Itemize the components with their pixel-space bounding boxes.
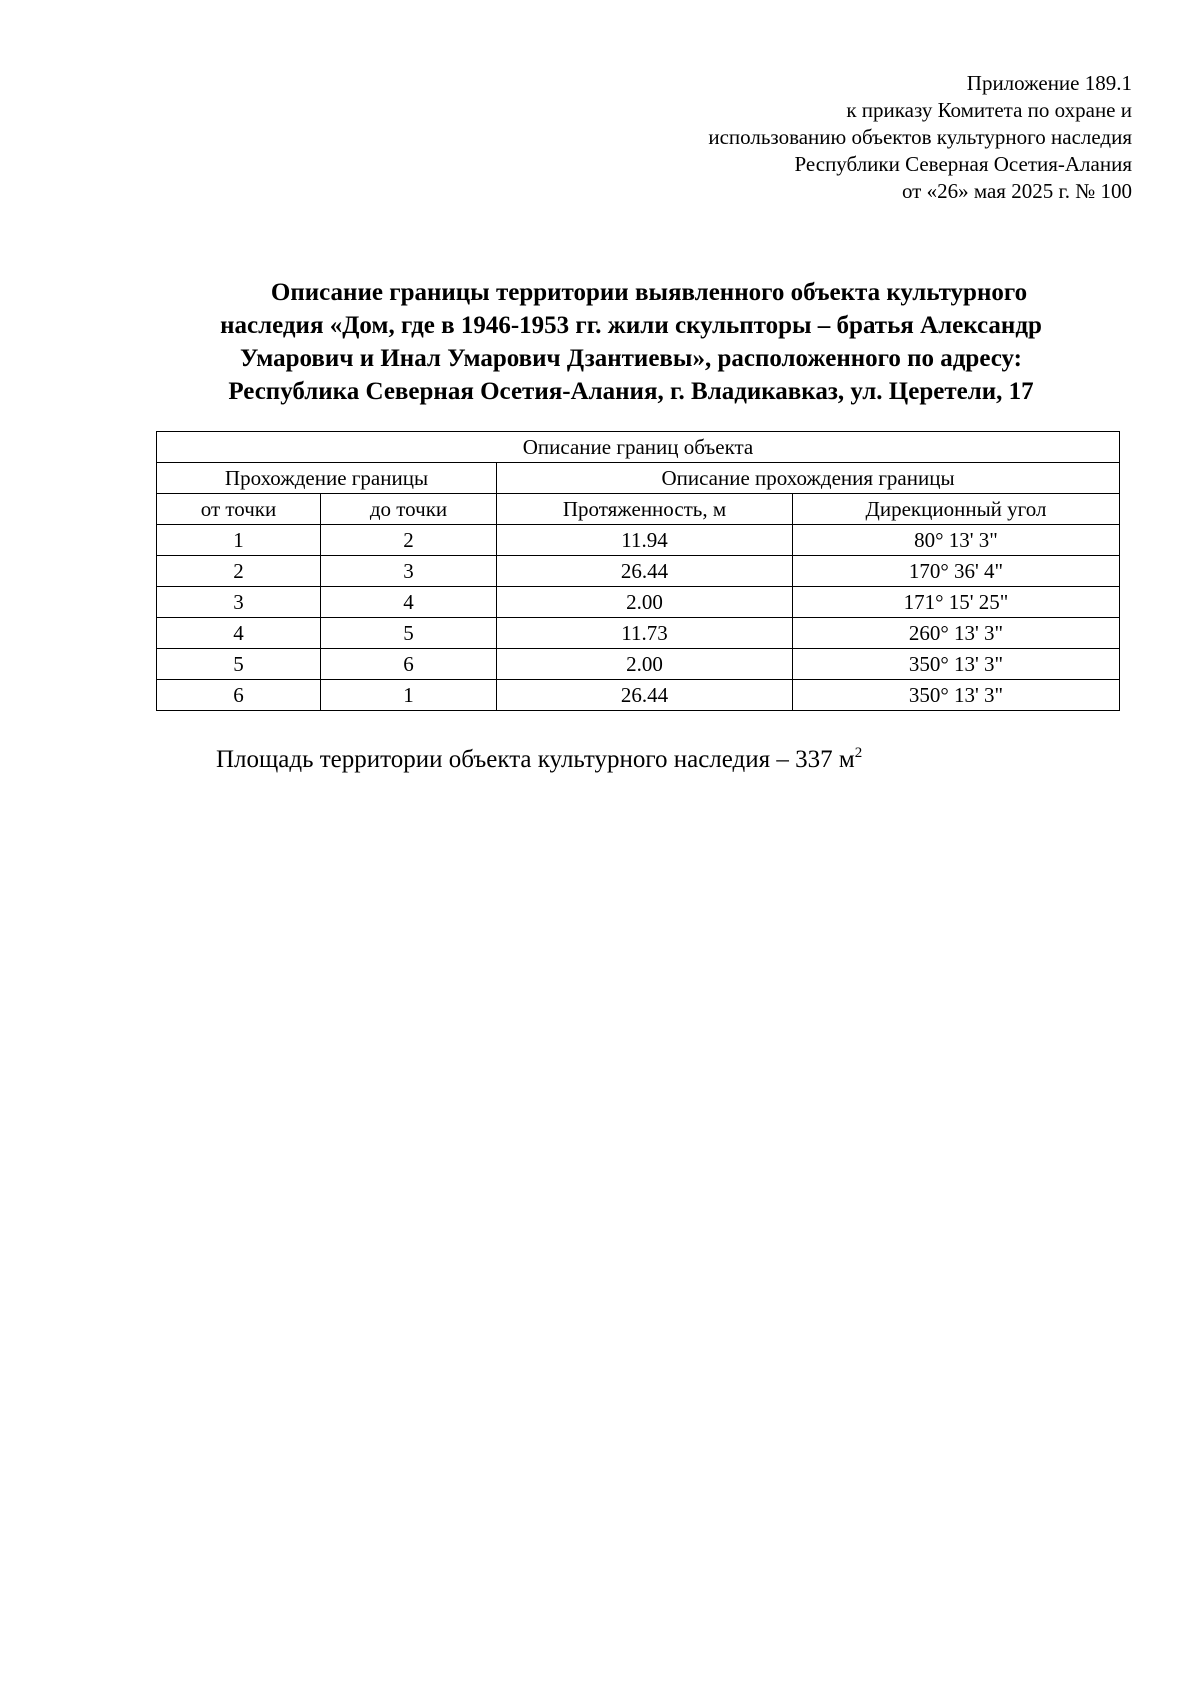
- table-row: [157, 680, 1120, 711]
- table-caption-row: [157, 432, 1120, 463]
- cell-length: 26.44: [497, 680, 793, 711]
- column-header-angle: Дирекционный угол: [793, 494, 1120, 525]
- cell-from-point: 4: [157, 618, 321, 649]
- cell-to-point: 2: [321, 525, 497, 556]
- table-group-header-row: [157, 463, 1120, 494]
- cell-length: 11.94: [497, 525, 793, 556]
- cell-angle: 80° 13' 3": [793, 525, 1120, 556]
- cell-from-point: 2: [157, 556, 321, 587]
- cell-from-point: 5: [157, 649, 321, 680]
- cell-length: 2.00: [497, 649, 793, 680]
- boundary-table: [156, 431, 1120, 711]
- column-header-from: от точки: [157, 494, 321, 525]
- title-line: Умарович и Инал Умарович Дзантиевы», расположенного по адресу:: [240, 345, 1022, 372]
- republic-line: Республики Северная Осетия-Алания: [794, 152, 1132, 176]
- cell-angle: 260° 13' 3": [793, 618, 1120, 649]
- document-title: [150, 276, 1112, 408]
- appendix-number: Приложение 189.1: [966, 71, 1132, 95]
- cell-length: 2.00: [497, 587, 793, 618]
- cell-to-point: 5: [321, 618, 497, 649]
- table-caption: Описание границ объекта: [157, 432, 1120, 463]
- group-header-passage: Прохождение границы: [157, 463, 497, 494]
- committee-line: использованию объектов культурного наследия: [708, 125, 1132, 149]
- order-reference-line: к приказу Комитета по охране и: [846, 98, 1132, 122]
- cell-angle: 170° 36' 4": [793, 556, 1120, 587]
- table-row: [157, 587, 1120, 618]
- cell-length: 26.44: [497, 556, 793, 587]
- title-line: Республика Северная Осетия-Алания, г. Владикавказ, ул. Церетели, 17: [228, 378, 1034, 405]
- table-row: [157, 618, 1120, 649]
- column-header-length: Протяженность, м: [497, 494, 793, 525]
- cell-from-point: 6: [157, 680, 321, 711]
- cell-from-point: 3: [157, 587, 321, 618]
- cell-angle: 171° 15' 25": [793, 587, 1120, 618]
- order-date-line: от «26» мая 2025 г. № 100: [901, 179, 1132, 203]
- area-statement: [216, 744, 862, 776]
- cell-to-point: 6: [321, 649, 497, 680]
- area-text: Площадь территории объекта культурного наследия – 337 м: [216, 746, 855, 773]
- cell-to-point: 4: [321, 587, 497, 618]
- cell-to-point: 3: [321, 556, 497, 587]
- cell-from-point: 1: [157, 525, 321, 556]
- area-unit-superscript: 2: [854, 745, 863, 761]
- title-line: Описание границы территории выявленного объекта культурного: [270, 279, 1028, 306]
- cell-to-point: 1: [321, 680, 497, 711]
- table-row: [157, 556, 1120, 587]
- cell-angle: 350° 13' 3": [793, 680, 1120, 711]
- table-row: [157, 525, 1120, 556]
- group-header-description: Описание прохождения границы: [497, 463, 1120, 494]
- cell-angle: 350° 13' 3": [793, 649, 1120, 680]
- table-row: [157, 649, 1120, 680]
- title-line: наследия «Дом, где в 1946-1953 гг. жили скульпторы – братья Александр: [220, 312, 1042, 339]
- appendix-header: [512, 70, 1132, 205]
- cell-length: 11.73: [497, 618, 793, 649]
- column-header-to: до точки: [321, 494, 497, 525]
- table-column-header-row: [157, 494, 1120, 525]
